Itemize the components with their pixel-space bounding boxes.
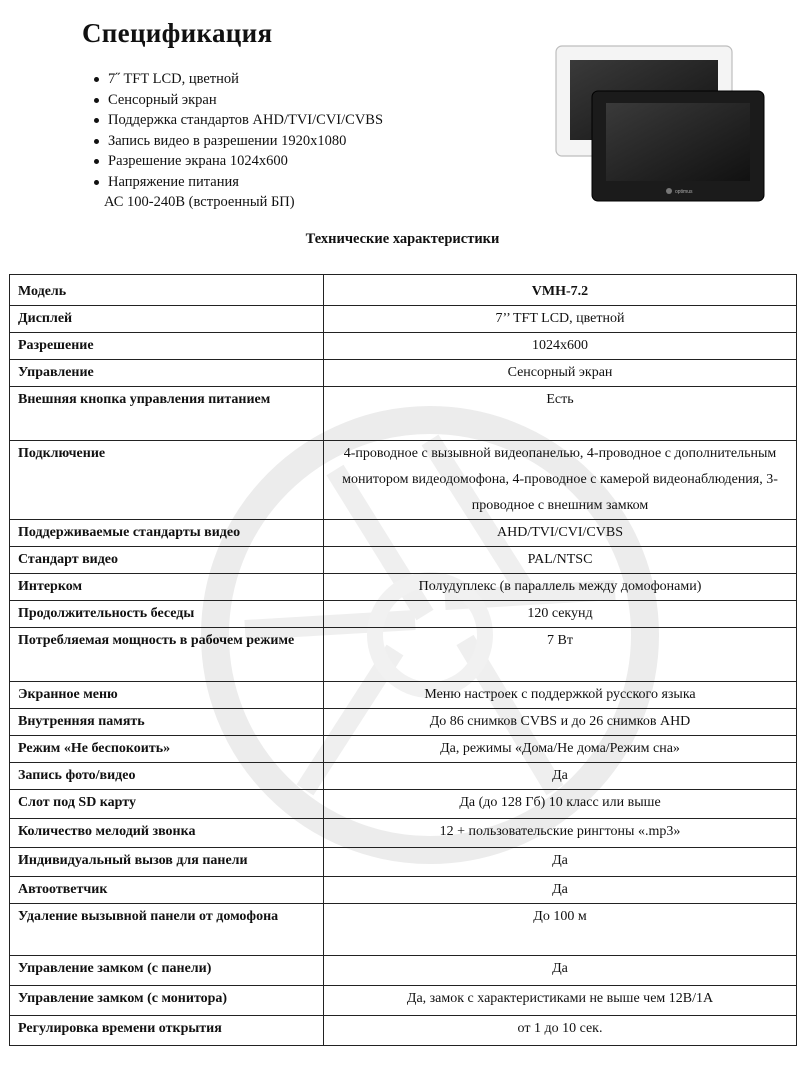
table-row bbox=[10, 306, 797, 333]
page-heading: Спецификация bbox=[82, 18, 273, 48]
bullet-icon bbox=[94, 159, 99, 164]
bullet-icon bbox=[94, 139, 99, 144]
table-row bbox=[10, 709, 797, 736]
spec-key: Количество мелодий звонка bbox=[10, 819, 324, 848]
device-logo-text: optimus bbox=[675, 189, 693, 195]
table-row bbox=[10, 986, 797, 1016]
spec-key: Удаление вызывной панели от домофона bbox=[10, 904, 324, 956]
table-row bbox=[10, 877, 797, 904]
table-row bbox=[10, 520, 797, 547]
bullet-icon bbox=[94, 77, 99, 82]
bullet-icon bbox=[94, 118, 99, 123]
spec-key: Регулировка времени открытия bbox=[10, 1016, 324, 1046]
spec-value: Да bbox=[324, 956, 797, 986]
spec-key: Разрешение bbox=[10, 333, 324, 360]
spec-key: Запись фото/видео bbox=[10, 763, 324, 790]
product-image bbox=[552, 42, 768, 204]
spec-table bbox=[9, 274, 797, 1046]
spec-value: 1024x600 bbox=[324, 333, 797, 360]
spec-value: Да, замок с характеристиками не выше чем 12В/1А bbox=[324, 986, 797, 1016]
table-row bbox=[10, 956, 797, 986]
bullet-icon bbox=[94, 98, 99, 103]
spec-key: Индивидуальный вызов для панели bbox=[10, 848, 324, 877]
table-title: Технические характеристики bbox=[305, 231, 500, 247]
spec-value: Да (до 128 Гб) 10 класс или выше bbox=[324, 790, 797, 819]
table-row bbox=[10, 904, 797, 956]
spec-value: Да, режимы «Дома/Не дома/Режим сна» bbox=[324, 736, 797, 763]
bullet-icon bbox=[94, 180, 99, 185]
spec-key: Подключение bbox=[10, 441, 324, 520]
spec-value: 7’’ TFT LCD, цветной bbox=[324, 306, 797, 333]
spec-key: Стандарт видео bbox=[10, 547, 324, 574]
spec-key: Управление bbox=[10, 360, 324, 387]
table-row bbox=[10, 848, 797, 877]
spec-key: Интерком bbox=[10, 574, 324, 601]
spec-value: Да bbox=[324, 877, 797, 904]
spec-value: Да bbox=[324, 848, 797, 877]
table-row bbox=[10, 574, 797, 601]
spec-value: 12 + пользовательские рингтоны «.mp3» bbox=[324, 819, 797, 848]
table-row bbox=[10, 790, 797, 819]
table-row bbox=[10, 1016, 797, 1046]
spec-key: Внутренняя память bbox=[10, 709, 324, 736]
spec-key: Дисплей bbox=[10, 306, 324, 333]
table-row bbox=[10, 736, 797, 763]
spec-value: Полудуплекс (в параллель между домофонами) bbox=[324, 574, 797, 601]
spec-key: Режим «Не беспокоить» bbox=[10, 736, 324, 763]
table-row bbox=[10, 387, 797, 441]
table-row bbox=[10, 763, 797, 790]
spec-key: Управление замком (с монитора) bbox=[10, 986, 324, 1016]
feature-item: Запись видео в разрешении 1920x1080 bbox=[92, 131, 383, 152]
feature-item-continuation: АС 100-240В (встроенный БП) bbox=[104, 194, 295, 210]
spec-value: 4-проводное с вызывной видеопанелью, 4-проводное с дополнительным монитором видеодомофона, 4-проводное с камерой видеонаблюдения, 3-проводное с внешним замком bbox=[324, 441, 797, 520]
spec-value: от 1 до 10 сек. bbox=[324, 1016, 797, 1046]
feature-item: Сенсорный экран bbox=[92, 90, 383, 111]
table-row bbox=[10, 547, 797, 574]
spec-key: Потребляемая мощность в рабочем режиме bbox=[10, 628, 324, 682]
spec-key: Поддерживаемые стандарты видео bbox=[10, 520, 324, 547]
feature-item: Разрешение экрана 1024x600 bbox=[92, 151, 383, 172]
spec-value: Да bbox=[324, 763, 797, 790]
spec-key: Слот под SD карту bbox=[10, 790, 324, 819]
table-row bbox=[10, 601, 797, 628]
spec-value: VMH-7.2 bbox=[324, 275, 797, 306]
table-row bbox=[10, 819, 797, 848]
spec-key: Модель bbox=[10, 275, 324, 306]
table-row bbox=[10, 441, 797, 520]
spec-value: 7 Вт bbox=[324, 628, 797, 682]
spec-key: Автоответчик bbox=[10, 877, 324, 904]
table-row bbox=[10, 275, 797, 306]
spec-value: Есть bbox=[324, 387, 797, 441]
spec-value: AHD/TVI/CVI/CVBS bbox=[324, 520, 797, 547]
table-row bbox=[10, 682, 797, 709]
feature-item: Напряжение питания bbox=[92, 172, 383, 193]
spec-value: 120 секунд bbox=[324, 601, 797, 628]
spec-value: PAL/NTSC bbox=[324, 547, 797, 574]
spec-value: До 100 м bbox=[324, 904, 797, 956]
spec-key: Экранное меню bbox=[10, 682, 324, 709]
table-row bbox=[10, 628, 797, 682]
spec-value: Сенсорный экран bbox=[324, 360, 797, 387]
feature-item: 7˝ TFT LCD, цветной bbox=[92, 69, 383, 90]
table-row bbox=[10, 360, 797, 387]
spec-value: Меню настроек с поддержкой русского языка bbox=[324, 682, 797, 709]
table-row bbox=[10, 333, 797, 360]
spec-value: До 86 снимков CVBS и до 26 снимков AHD bbox=[324, 709, 797, 736]
spec-key: Управление замком (с панели) bbox=[10, 956, 324, 986]
spec-key: Внешняя кнопка управления питанием bbox=[10, 387, 324, 441]
feature-item: Поддержка стандартов AHD/TVI/CVI/CVBS bbox=[92, 110, 383, 131]
feature-list bbox=[92, 69, 383, 192]
spec-key: Продолжительность беседы bbox=[10, 601, 324, 628]
